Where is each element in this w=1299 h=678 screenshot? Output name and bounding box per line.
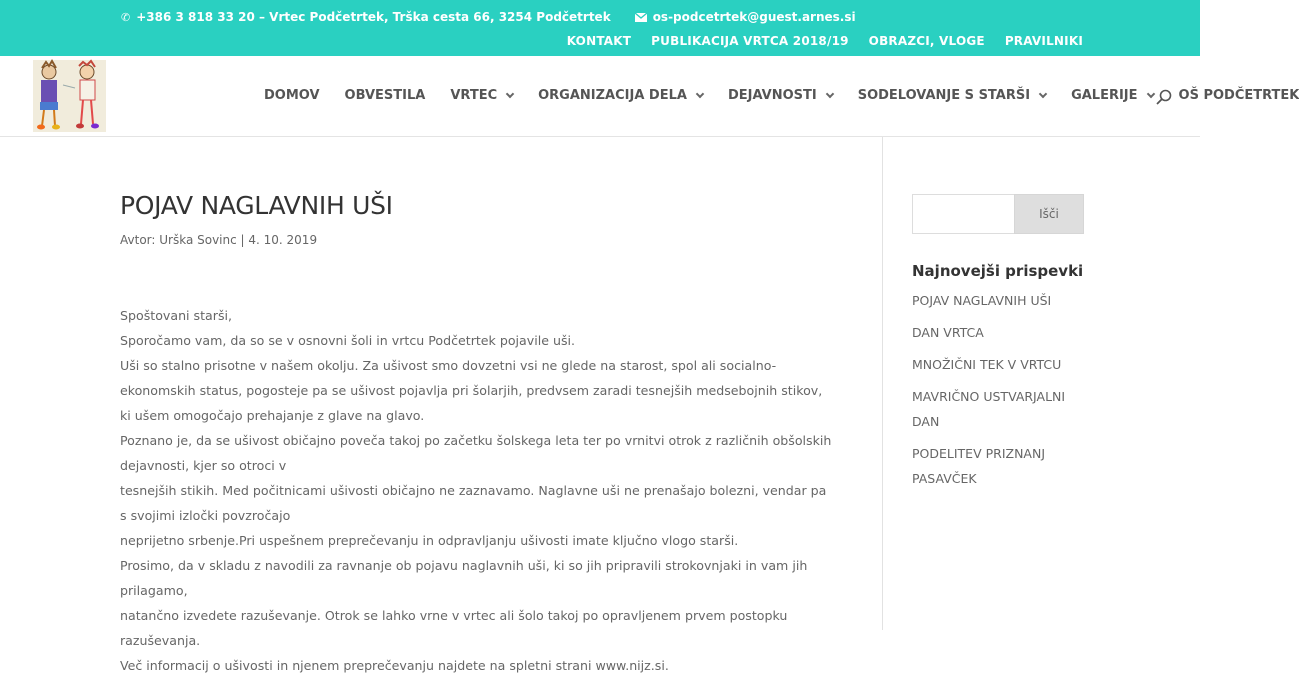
post-paragraph: Sporočamo vam, da so se v osnovni šoli in vrtcu Podčetrtek pojavile uši. (120, 332, 576, 348)
secondary-nav (567, 34, 1083, 48)
mail-icon (635, 13, 647, 22)
post-paragraph: natančno izvedete razuševanje. Otrok se lahko vrne v vrtec ali šolo takoj po opravljenem prvem postopku razuševanja. (120, 607, 788, 648)
post-body (120, 303, 835, 678)
post-paragraph: neprijetno srbenje.Pri uspešnem preprečevanju in odpravljanju ušivosti imate ključno vlogo starši. (120, 532, 739, 548)
recent-post-link[interactable]: MNOŽIČNI TEK V VRTCU (912, 357, 1062, 372)
nav-item-label: DOMOV (264, 88, 320, 103)
nav-item-label: GALERIJE (1071, 88, 1138, 103)
secondary-nav-publikacija[interactable]: PUBLIKACIJA VRTCA 2018/19 (651, 34, 849, 48)
post-meta: Avtor: Urška Sovinc | 4. 10. 2019 (120, 232, 318, 247)
email-link[interactable]: os-podcetrtek@guest.arnes.si (652, 10, 856, 24)
contact-info (121, 10, 856, 24)
chevron-down-icon (506, 90, 514, 98)
post-paragraph: Uši so stalno prisotne v našem okolju. Za ušivost smo dovzetni vsi ne glede na starost, spol ali socialno-ekonomskih status, pogosteje pa se ušivost pojavlja pri šolarjih, predvsem zaradi tesnejših medsebojnih stikov, ki ušem omogočajo prehajanje z glave na glavo. (120, 357, 823, 423)
post-paragraph: Več informacij o ušivosti in njenem preprečevanju najdete na spletni strani www.nijz.si. (120, 657, 669, 673)
nav-item-label: DEJAVNOSTI (727, 88, 817, 103)
recent-post-link[interactable]: DAN VRTCA (912, 325, 984, 340)
recent-post-link[interactable]: POJAV NAGLAVNIH UŠI (912, 293, 1052, 308)
post-paragraph: Poznano je, da se ušivost običajno poveča takoj po začetku šolskega leta ter po vrnitvi otrok z različnih obšolskih dejavnosti, kjer so otroci v (120, 432, 832, 473)
secondary-nav-obrazci[interactable]: OBRAZCI, VLOGE (868, 34, 985, 48)
secondary-nav-pravilniki[interactable]: PRAVILNIKI (1004, 34, 1083, 48)
sidebar-divider (882, 137, 883, 630)
sidebar (912, 194, 1084, 498)
post-paragraph: tesnejših stikih. Med počitnicami ušivosti običajno ne zaznavamo. Naglavne uši ne prenašajo bolezni, vendar pa s svojimi izločki povzročajo (120, 482, 827, 523)
post-paragraph: Spoštovani starši, (120, 307, 233, 323)
nav-item-sodelovanje[interactable] (858, 88, 1046, 103)
post-content (120, 190, 835, 678)
nav-item-label: OŠ PODČETRTEK (1178, 88, 1299, 103)
nav-item-domov[interactable] (264, 88, 320, 103)
nav-item-os-podcetrtek[interactable] (1179, 88, 1299, 103)
nav-item-vrtec[interactable] (450, 88, 513, 103)
recent-posts-list (912, 288, 1084, 491)
site-header (0, 56, 1299, 137)
secondary-nav-kontakt[interactable]: KONTAKT (566, 34, 632, 48)
recent-post-link[interactable]: PODELITEV PRIZNANJ PASAVČEK (912, 446, 1046, 486)
nav-item-label: SODELOVANJE S STARŠI (857, 88, 1031, 103)
nav-item-organizacija-dela[interactable] (538, 88, 703, 103)
recent-post-link[interactable]: MAVRIČNO USTVARJALNI DAN (912, 389, 1066, 429)
nav-item-obvestila[interactable] (345, 88, 426, 103)
search-input[interactable] (912, 194, 1014, 234)
nav-item-galerije[interactable] (1071, 88, 1153, 103)
nav-item-label: VRTEC (450, 88, 498, 103)
nav-item-dejavnosti[interactable] (728, 88, 833, 103)
post-paragraph: Prosimo, da v skladu z navodili za ravnanje ob pojavu naglavnih uši, ki so jih pripravili strokovnjaki in vam jih prilagamo, (120, 557, 808, 598)
search-icon[interactable] (1156, 89, 1172, 105)
sidebar-search (912, 194, 1084, 234)
chevron-down-icon (696, 90, 704, 98)
phone-icon: ✆ (121, 10, 131, 24)
chevron-down-icon (1146, 90, 1154, 98)
search-button[interactable]: Išči (1014, 194, 1084, 234)
phone-text: +386 3 818 33 20 – Vrtec Podčetrtek, Trška cesta 66, 3254 Podčetrtek (136, 10, 611, 24)
main-nav (264, 88, 1299, 103)
logo-drawing (33, 60, 106, 132)
chevron-down-icon (825, 90, 833, 98)
post-title: POJAV NAGLAVNIH UŠI (120, 191, 393, 220)
site-logo[interactable] (33, 60, 106, 132)
recent-posts-title: Najnovejši prispevki (912, 262, 1084, 280)
nav-item-label: OBVESTILA (344, 88, 426, 103)
top-bar (0, 0, 1200, 56)
chevron-down-icon (1039, 90, 1047, 98)
nav-item-label: ORGANIZACIJA DELA (538, 88, 687, 103)
